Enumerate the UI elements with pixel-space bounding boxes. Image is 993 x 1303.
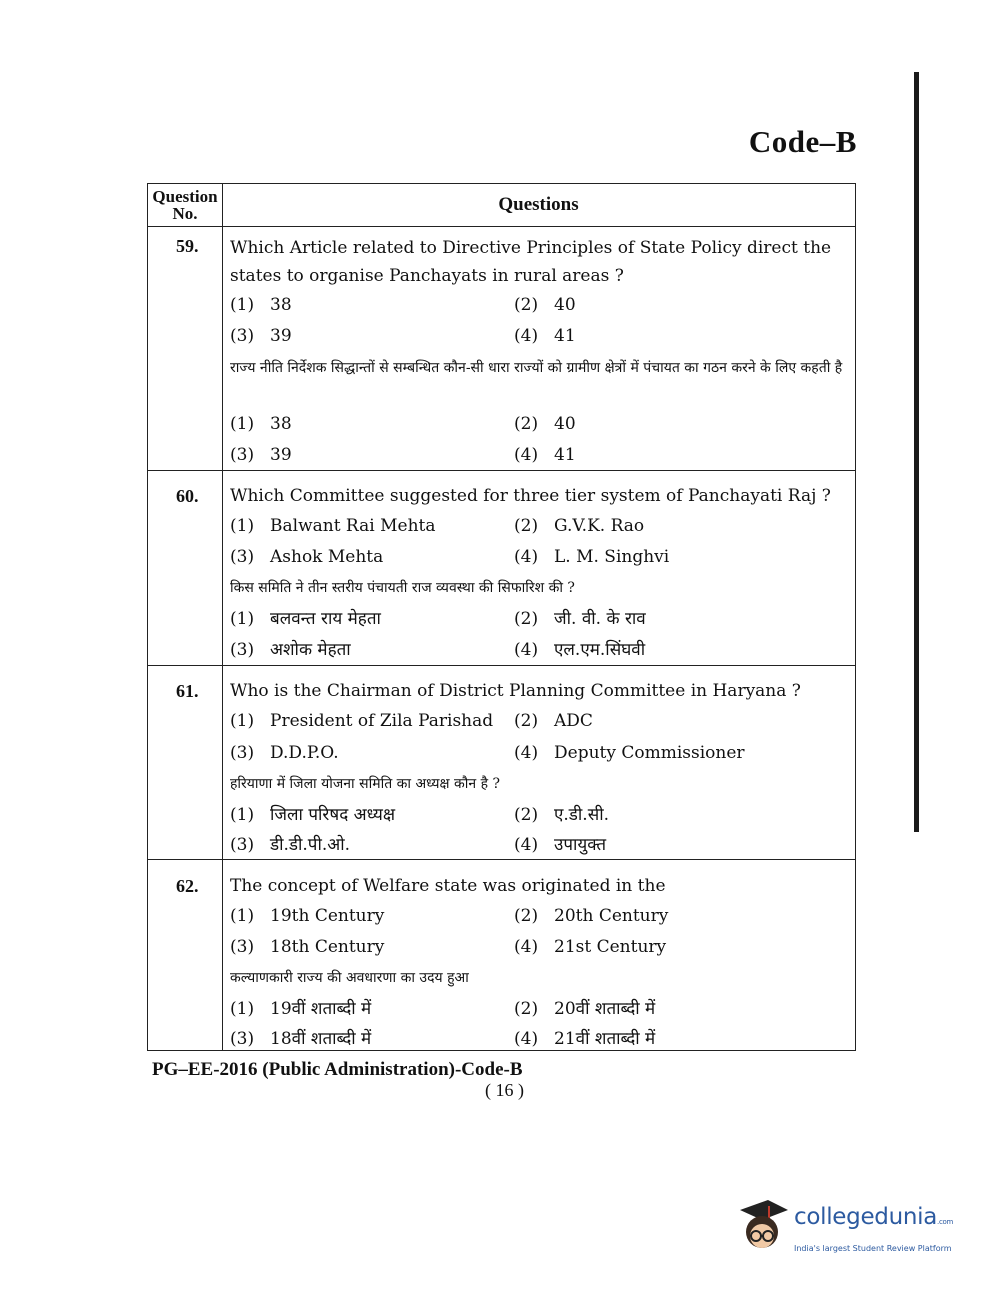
option-4: (4) 41: [514, 326, 576, 346]
option-2-hindi: (2) जी. वी. के राव: [514, 609, 646, 629]
option-1: (1) 38: [230, 295, 292, 315]
option-4-hindi: (4) 21वीं शताब्दी में: [514, 1029, 656, 1049]
option-3-hindi: (3) डी.डी.पी.ओ.: [230, 835, 351, 855]
question-text-hindi: किस समिति ने तीन स्तरीय पंचायती राज व्यवस्था की सिफारिश की ?: [230, 580, 575, 596]
question-number: 61.: [176, 681, 199, 701]
option-4: (4) 21st Century: [514, 937, 667, 957]
question-text: Which Committee suggested for three tier system of Panchayati Raj ?: [230, 486, 831, 506]
code-label: Code–B: [748, 124, 857, 159]
page-number: ( 16 ): [485, 1080, 524, 1100]
option-1-hindi: (1) बलवन्त राय मेहता: [230, 609, 381, 629]
row-rule: [148, 859, 855, 860]
option-2-hindi: (2) ए.डी.सी.: [514, 805, 610, 825]
option-4-hindi: (4) उपायुक्त: [514, 835, 607, 855]
option-2: (2) G.V.K. Rao: [514, 516, 645, 536]
option-3-hindi: (3) अशोक मेहता: [230, 640, 351, 660]
collegedunia-logo: [734, 1196, 964, 1262]
option-4-hindi: (4) 41: [514, 445, 576, 465]
question-number: 62.: [176, 876, 199, 896]
question-number: 59.: [176, 236, 199, 256]
option-1: (1) President of Zila Parishad: [230, 711, 494, 731]
option-1-hindi: (1) 19वीं शताब्दी में: [230, 999, 372, 1019]
option-3: (3) D.D.P.O.: [230, 743, 339, 763]
question-text: Who is the Chairman of District Planning Committee in Haryana ?: [230, 681, 801, 701]
question-text: Which Article related to Directive Principles of State Policy direct the states to organise Panchayats in rural areas ?: [230, 238, 832, 286]
question-text-hindi: हरियाणा में जिला योजना समिति का अध्यक्ष कौन है ?: [230, 776, 501, 792]
logo-tagline: India's largest Student Review Platform: [794, 1244, 952, 1253]
option-1: (1) 19th Century: [230, 906, 385, 926]
paper-footer: PG–EE-2016 (Public Administration)-Code-B: [152, 1059, 523, 1080]
option-2: (2) 20th Century: [514, 906, 669, 926]
row-rule: [148, 470, 855, 471]
header-questions: Questions: [498, 194, 579, 215]
question-text: The concept of Welfare state was originated in the: [230, 876, 666, 896]
question-text-hindi: राज्य नीति निर्देशक सिद्धान्तों से सम्बन्धित कौन-सी धारा राज्यों को ग्रामीण क्षेत्रों में पंचायत का गठन करने के लिए कहती है: [230, 360, 843, 376]
option-1-hindi: (1) जिला परिषद अध्यक्ष: [230, 805, 396, 825]
question-table: [147, 183, 856, 1051]
option-2: (2) ADC: [514, 711, 593, 731]
question-text-hindi: कल्याणकारी राज्य की अवधारणा का उदय हुआ: [230, 970, 469, 986]
option-2: (2) 40: [514, 295, 576, 315]
option-3: (3) 18th Century: [230, 937, 385, 957]
option-3-hindi: (3) 18वीं शताब्दी में: [230, 1029, 372, 1049]
option-3: (3) Ashok Mehta: [230, 547, 384, 567]
student-mascot-icon: [734, 1196, 792, 1258]
option-4: (4) L. M. Singhvi: [514, 547, 670, 567]
option-4: (4) Deputy Commissioner: [514, 743, 745, 763]
page-edge-bar: [914, 72, 919, 832]
option-2-hindi: (2) 40: [514, 414, 576, 434]
option-2-hindi: (2) 20वीं शताब्दी में: [514, 999, 656, 1019]
option-4-hindi: (4) एल.एम.सिंघवी: [514, 640, 646, 660]
header-question-no: Question No.: [152, 187, 218, 223]
column-divider: [222, 184, 223, 1050]
option-1-hindi: (1) 38: [230, 414, 292, 434]
option-3: (3) 39: [230, 326, 292, 346]
row-rule: [148, 665, 855, 666]
logo-wordmark: collegedunia.com: [794, 1204, 954, 1230]
question-number: 60.: [176, 486, 199, 506]
option-1: (1) Balwant Rai Mehta: [230, 516, 436, 536]
option-3-hindi: (3) 39: [230, 445, 292, 465]
header-rule: [148, 226, 855, 227]
